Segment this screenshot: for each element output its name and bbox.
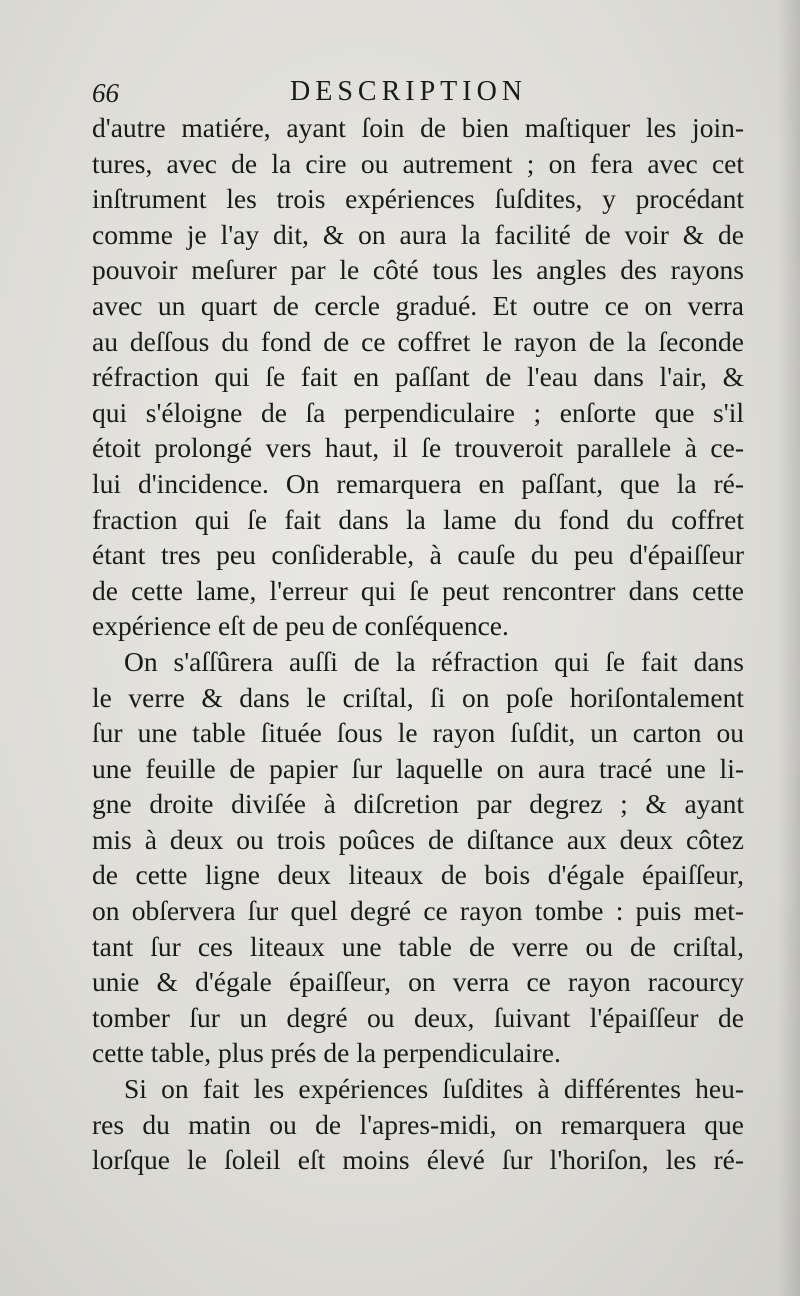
- text-line: le verre & dans le criſtal, ſi on poſe horiſontalement: [92, 681, 744, 713]
- text-line: cette table, plus prés de la perpendiculaire.: [92, 1037, 561, 1069]
- text-line: tant ſur ces liteaux une table de verre ou de criſtal,: [92, 930, 744, 962]
- text-line: d'autre matiére, ayant ſoin de bien maſtiquer les join-: [92, 112, 744, 143]
- text-line: de cette ligne deux liteaux de bois d'égale épaiſſeur,: [92, 859, 744, 891]
- text-line: res du matin ou de l'apres-midi, on remarquera que: [92, 1108, 744, 1140]
- text-line: lui d'incidence. On remarquera en paſſant, que la ré-: [92, 467, 744, 499]
- text-line: au deſſous du fond de ce coffret le rayon de la ſeconde: [92, 325, 744, 357]
- body-text: [92, 110, 744, 1178]
- text-line: mis à deux ou trois poûces de diſtance aux deux côtez: [92, 823, 744, 855]
- text-line: tures, avec de la cire ou autrement ; on fera avec cet: [92, 147, 744, 179]
- text-line: avec un quart de cercle gradué. Et outre ce on verra: [92, 289, 744, 321]
- text-line: On s'aſſûrera auſſi de la réfraction qui ſe fait dans: [124, 645, 744, 677]
- text-line: lorſque le ſoleil eſt moins élevé ſur l'horiſon, les ré-: [92, 1144, 744, 1176]
- page-edge-shadow: [778, 0, 800, 1296]
- text-line: unie & d'égale épaiſſeur, on verra ce rayon racourcy: [92, 966, 744, 998]
- page-number: 66: [92, 78, 119, 108]
- text-line: une feuille de papier ſur laquelle on aura tracé une li-: [92, 752, 744, 784]
- text-line: gne droite diviſée à diſcretion par degrez ; & ayant: [92, 788, 744, 820]
- text-line: de cette lame, l'erreur qui ſe peut rencontrer dans cette: [92, 574, 744, 606]
- page-header: [92, 74, 752, 114]
- text-line: étoit prolongé vers haut, il ſe trouveroit parallele à ce-: [92, 432, 744, 464]
- text-line: inſtrument les trois expériences ſuſdites, y procédant: [92, 183, 744, 215]
- text-line: expérience eſt de peu de conſéquence.: [92, 610, 509, 642]
- text-line: on obſervera ſur quel degré ce rayon tombe : puis met-: [92, 895, 744, 927]
- text-line: étant tres peu conſiderable, à cauſe du peu d'épaiſſeur: [92, 539, 744, 571]
- text-line: comme je l'ay dit, & on aura la facilité de voir & de: [92, 218, 744, 250]
- text-line: ſur une table ſituée ſous le rayon ſuſdit, un carton ou: [92, 717, 744, 749]
- text-line: fraction qui ſe fait dans la lame du fond du coffret: [92, 503, 744, 535]
- text-line: pouvoir meſurer par le côté tous les angles des rayons: [92, 254, 744, 286]
- text-line: tomber ſur un degré ou deux, ſuivant l'épaiſſeur de: [92, 1001, 744, 1033]
- running-head: DESCRIPTION: [290, 76, 528, 107]
- text-line: qui s'éloigne de ſa perpendiculaire ; enſorte que s'il: [92, 396, 744, 428]
- text-line: réfraction qui ſe fait en paſſant de l'eau dans l'air, &: [92, 361, 744, 393]
- text-line: Si on fait les expériences ſuſdites à différentes heu-: [124, 1073, 744, 1105]
